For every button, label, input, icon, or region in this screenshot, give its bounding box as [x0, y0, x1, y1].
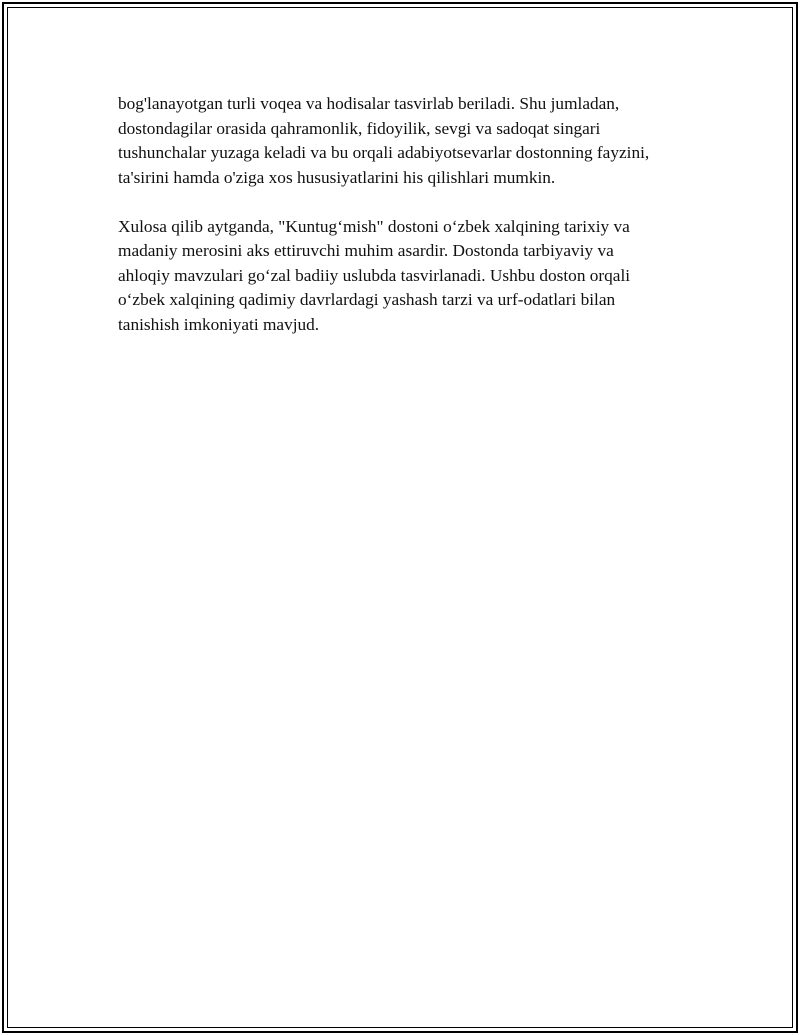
text-line: o‘zbek xalqining qadimiy davrlardagi yashash tarzi va urf-odatlari bilan: [118, 290, 616, 309]
text-line: tanishish imkoniyati mavjud.: [118, 314, 320, 334]
text-line: madaniy merosini aks ettiruvchi muhim asardir. Dostonda tarbiyaviy va: [118, 241, 614, 260]
paragraph-1: [118, 92, 718, 190]
text-line: ahloqiy mavzulari go‘zal badiiy uslubda tasvirlanadi. Ushbu doston orqali: [118, 265, 631, 285]
text-line: Xulosa qilib aytganda, "Kuntug‘mish" dostoni o‘zbek xalqining tarixiy va: [118, 216, 630, 236]
text-line: ta'sirini hamda o'ziga xos hususiyatlarini his qilishlari mumkin.: [118, 167, 556, 187]
text-line: tushunchalar yuzaga keladi va bu orqali adabiyotsevarlar dostonning fayzini,: [118, 143, 650, 162]
text-line: bog'lanayotgan turli voqea va hodisalar tasvirlab beriladi. Shu jumladan,: [118, 94, 620, 113]
text-line: dostondagilar orasida qahramonlik, fidoyilik, sevgi va sadoqat singari: [118, 118, 601, 138]
document-body: [118, 92, 718, 362]
paragraph-2: [118, 215, 718, 338]
